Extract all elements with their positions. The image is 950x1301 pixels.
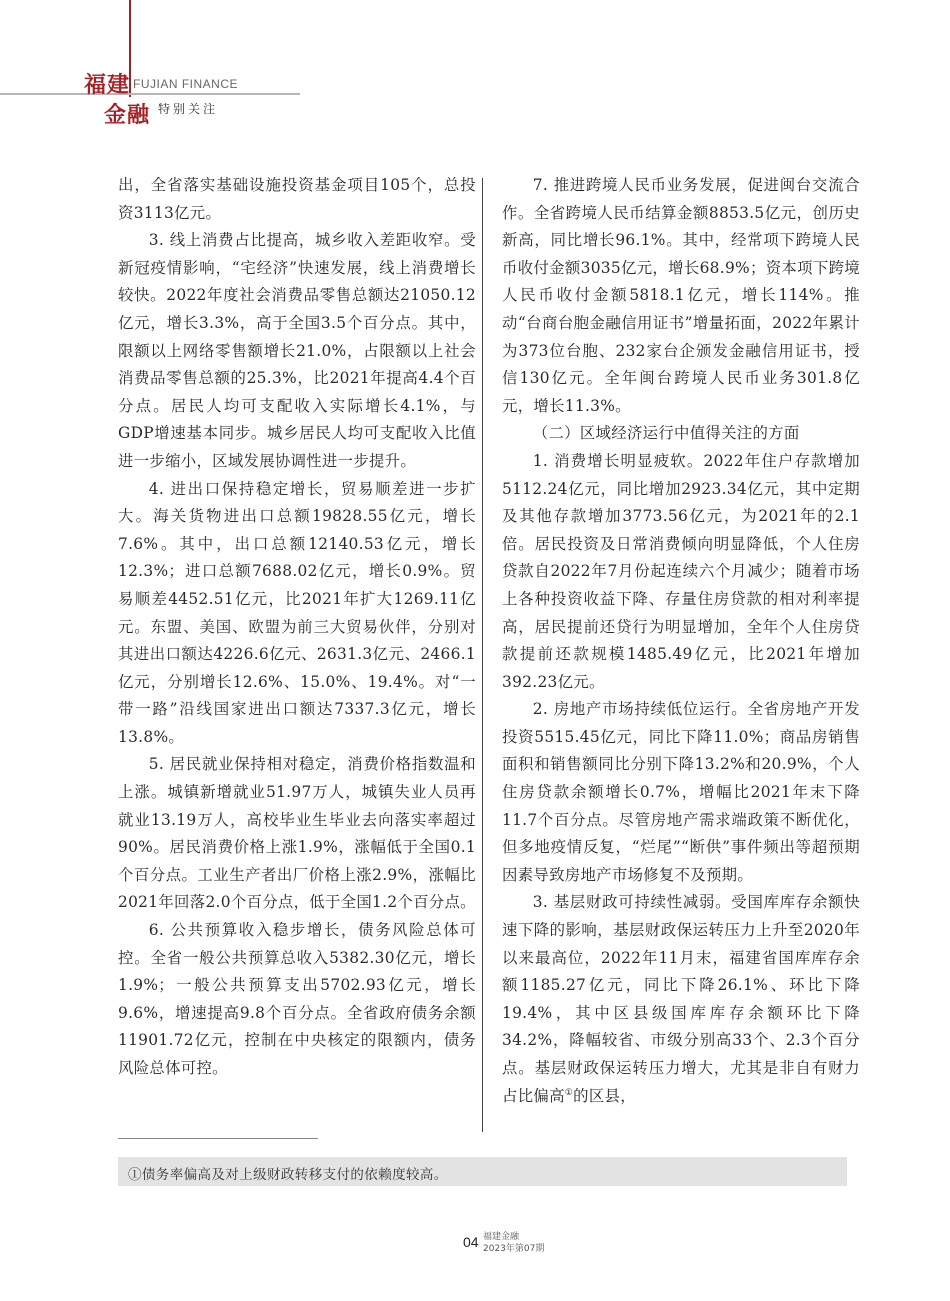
column-divider — [482, 178, 483, 1132]
magazine-info — [483, 1231, 544, 1255]
right-column — [502, 172, 860, 1110]
paragraph-text: 3. 基层财政可持续性减弱。受国库库存余额快速下降的影响，基层财政保运转压力上升至2020年以来最高位，2022年11月末，福建省国库库存余额1185.27亿元，同比下降26.1%、环比下降19.4%，其中区县级国库库存余额环比下降34.2%，降幅较省、市级分别高33个、2.3个百分点。基层财政保运转压力增大，尤其是非自有财力占比偏高 — [502, 893, 860, 1105]
left-column — [118, 172, 476, 1083]
magazine-name: 福建金融 — [483, 1232, 520, 1242]
paragraph: 5. 居民就业保持相对稳定，消费价格指数温和上涨。城镇新增就业51.97万人，城镇失业人员再就业13.19万人，高校毕业生毕业去向落实率超过90%。居民消费价格上涨1.9%，涨幅低于全国0.1个百分点。工业生产者出厂价格上涨2.9%，涨幅比2021年回落2.0个百分点，低于全国1.2个百分点。 — [118, 755, 476, 912]
header-horizontal-rule — [0, 93, 300, 95]
paragraph: 6. 公共预算收入稳步增长，债务风险总体可控。全省一般公共预算总收入5382.30亿元，增长1.9%；一般公共预算支出5702.93亿元，增长9.6%，增速提高9.8个百分点。全省政府债务余额11901.72亿元，控制在中央核定的限额内，债务风险总体可控。 — [118, 921, 476, 1077]
footnote-separator — [118, 1138, 318, 1139]
paragraph-text: 的区县， — [573, 1086, 636, 1105]
brand-logo-line1: 福建 — [84, 73, 131, 98]
brand-english-name: FUJIAN FINANCE — [133, 77, 239, 91]
section-title: 特别关注 — [158, 102, 219, 116]
paragraph: 4. 进出口保持稳定增长，贸易顺差进一步扩大。海关货物进出口总额19828.55亿元，增长7.6%。其中，出口总额12140.53亿元，增长12.3%；进口总额7688.02亿元，增长0.9%。贸易顺差4452.51亿元，比2021年扩大1269.11亿元。东盟、美国、欧盟为前三大贸易伙伴，分别对其进出口额达4226.6亿元、2631.3亿元、2466.1亿元，分别增长12.6%、15.0%、19.4%。对“一带一路”沿线国家进出口额达7337.3亿元，增长13.8%。 — [118, 479, 476, 746]
magazine-issue: 2023年第07期 — [483, 1244, 545, 1254]
footnote-text: ①债务率偏高及对上级财政转移支付的依赖度较高。 — [128, 1167, 448, 1183]
paragraph: 1. 消费增长明显疲软。2022年住户存款增加5112.24亿元，同比增加2923.34亿元，其中定期及其他存款增加3773.56亿元，为2021年的2.1倍。居民投资及日常消费倾向明显降低，个人住房贷款自2022年7月份起连续六个月减少；随着市场上各种投资收益下降、存量住房贷款的相对利率提高，居民提前还贷行为明显增加，全年个人住房贷款提前还款规模1485.49亿元，比2021年增加392.23亿元。 — [502, 451, 860, 691]
paragraph: 7. 推进跨境人民币业务发展，促进闽台交流合作。全省跨境人民币结算金额8853.5亿元，创历史新高，同比增长96.1%。其中，经常项下跨境人民币收付金额3035亿元，增长68.9%；资本项下跨境人民币收付金额5818.1亿元，增长114%。推动“台商台胞金融信用证书”增量拓面，2022年累计为373位台胞、232家台企颁发金融信用证书，授信130亿元。全年闽台跨境人民币业务301.8亿元，增长11.3%。 — [502, 176, 860, 415]
footnote-marker[interactable]: ① — [564, 1087, 574, 1098]
paragraph: 3. 线上消费占比提高，城乡收入差距收窄。受新冠疫情影响，“宅经济”快速发展，线上消费增长较快。2022年度社会消费品零售总额达21050.12亿元，增长3.3%，高于全国3.5个百分点。其中，限额以上网络零售额增长21.0%，占限额以上社会消费品零售总额的25.3%，比2021年提高4.4个百分点。居民人均可支配收入实际增长4.1%，与GDP增速基本同步。城乡居民人均可支配收入比值进一步缩小，区域发展协调性进一步提升。 — [118, 231, 476, 470]
paragraph — [502, 889, 860, 1110]
brand-logo-line2: 金融 — [104, 103, 151, 128]
paragraph: 2. 房地产市场持续低位运行。全省房地产开发投资5515.45亿元，同比下降11.0%；商品房销售面积和销售额同比分别下降13.2%和20.9%，个人住房贷款余额增长0.7%，增幅比2021年末下降11.7个百分点。尽管房地产需求端政策不断优化，但多地疫情反复，“烂尾”“断供”事件频出等超预期因素导致房地产市场修复不及预期。 — [502, 700, 860, 884]
page-number: 04 — [463, 1234, 479, 1250]
section-subheading: （二）区域经济运行中值得关注的方面 — [532, 424, 800, 443]
paragraph: 出，全省落实基础设施投资基金项目105个，总投资3113亿元。 — [118, 176, 476, 222]
